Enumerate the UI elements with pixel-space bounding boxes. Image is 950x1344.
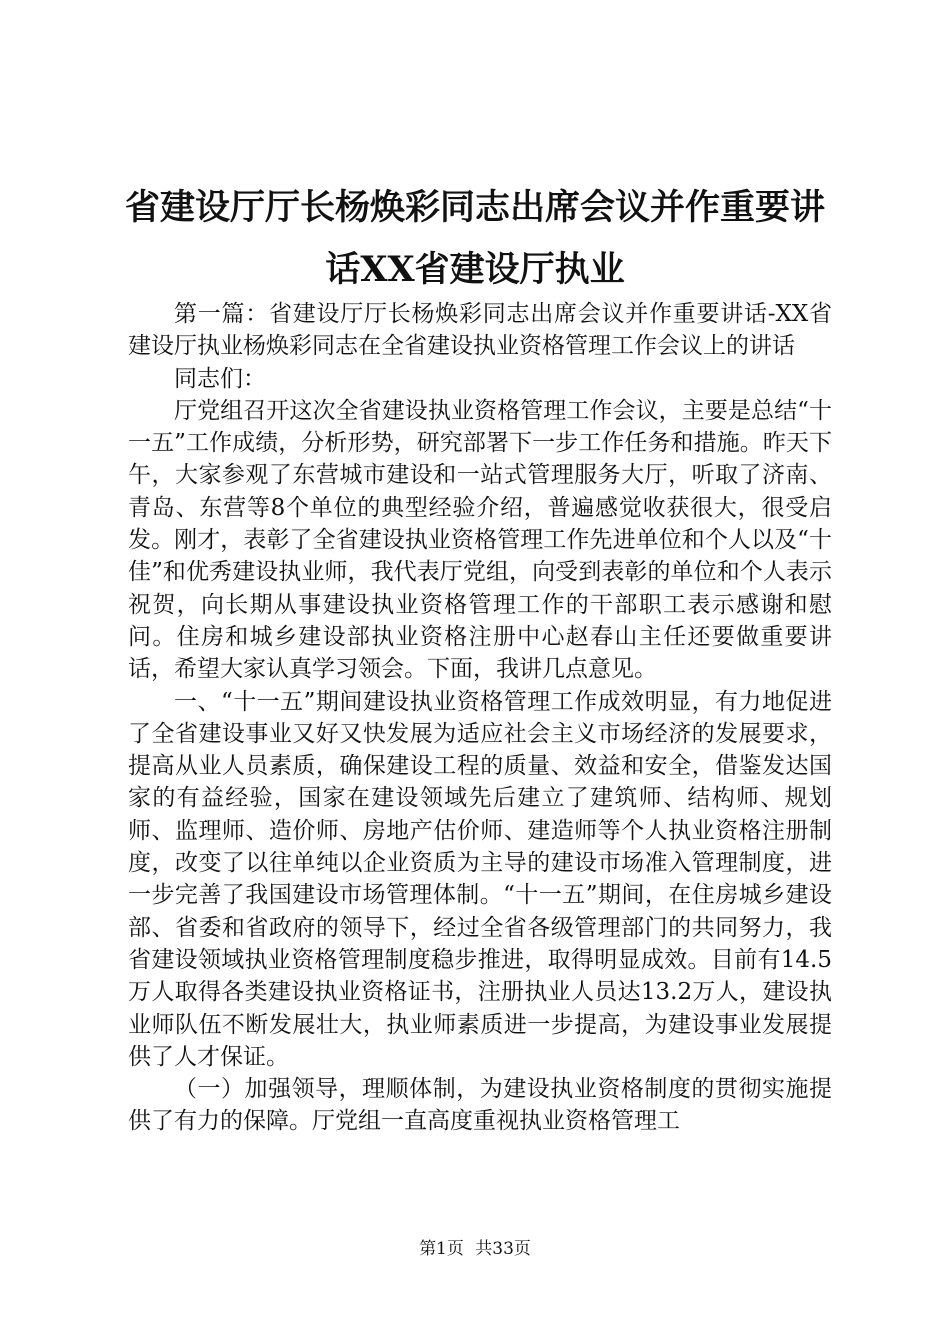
document-title-line-2: 话XX省建设厅执业 [325, 249, 625, 290]
paragraph-section-one: 一、“十一五”期间建设执业资格管理工作成效明显，有力地促进了全省建设事业又好又快发展为适应社会主义市场经济的发展要求，提高从业人员素质，确保建设工程的质量、效益和安全，借鉴发达国家的有益经验，国家在建设领域先后建立了建筑师、结构师、规划师、监理师、造价师、房地产估价师、建造师等个人执业资格注册制度，改变了以往单纯以企业资质为主导的建设市场准入管理制度，进一步完善了我国建设市场管理体制。“十一五”期间，在住房城乡建设部、省委和省政府的领导下，经过全省各级管理部门的共同努力，我省建设领域执业资格管理制度稳步推进，取得明显成效。目前有14.5万人取得各类建设执业资格证书，注册执业人员达13.2万人，建设执业师队伍不断发展壮大，执业师素质进一步提高，为建设事业发展提供了人才保证。 [128, 688, 832, 1070]
paragraph-heading: 第一篇：省建设厅厅长杨焕彩同志出席会议并作重要讲话-XX省建设厅执业杨焕彩同志在全省建设执业资格管理工作会议上的讲话 [128, 301, 832, 360]
document-title-line-1: 省建设厅厅长杨焕彩同志出席会议并作重要讲 [124, 187, 825, 228]
document-body [128, 298, 832, 1138]
paragraph-introduction: 厅党组召开这次全省建设执业资格管理工作会议，主要是总结“十一五”工作成绩，分析形势，研究部署下一步工作任务和措施。昨天下午，大家参观了东营城市建设和一站式管理服务大厅，听取了济南、青岛、东营等8个单位的典型经验介绍，普遍感觉收获很大，很受启发。刚才，表彰了全省建设执业资格管理工作先进单位和个人以及“十佳”和优秀建设执业师，我代表厅党组，向受到表彰的单位和个人表示祝贺，向长期从事建设执业资格管理工作的干部职工表示感谢和慰问。住房和城乡建设部执业资格注册中心赵春山主任还要做重要讲话，希望大家认真学习领会。下面，我讲几点意见。 [128, 397, 832, 683]
paragraph-subsection-one: （一）加强领导，理顺体制，为建设执业资格制度的贯彻实施提供了有力的保障。厅党组一直高度重视执业资格管理工 [128, 1076, 832, 1135]
paragraph-salutation: 同志们： [174, 365, 266, 392]
page-number-footer: 第1页 共33页 [419, 1239, 531, 1259]
